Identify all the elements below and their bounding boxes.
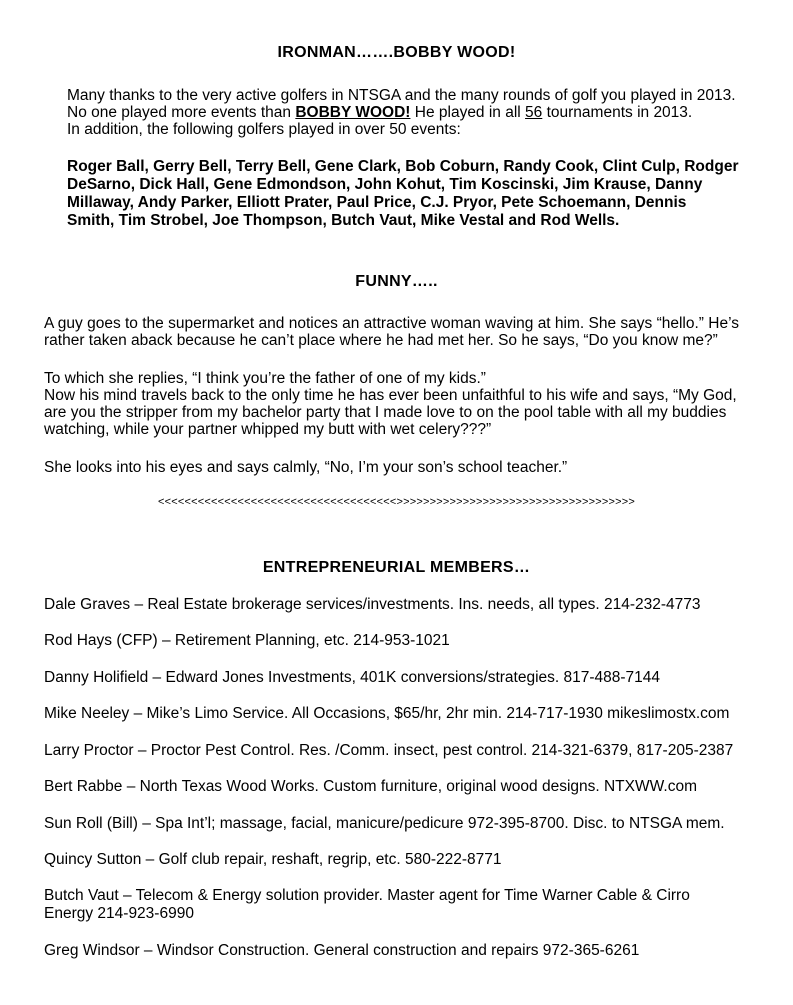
joke-line: To which she replies, “I think you’re the father of one of my kids.” xyxy=(44,370,486,387)
member-listing: Quincy Sutton – Golf club repair, reshaft, regrip, etc. 580-222-8771 xyxy=(44,851,502,868)
member-listing-continued: Energy 214-923-6990 xyxy=(44,905,194,922)
ironman-line-2-post: tournaments in 2013. xyxy=(542,104,693,121)
ironman-line-2 xyxy=(67,104,767,121)
ironman-intro xyxy=(67,87,767,138)
ironman-line-3: In addition, the following golfers played in over 50 events: xyxy=(67,121,461,138)
golfer-names-line-2: DeSarno, Dick Hall, Gene Edmondson, John Kohut, Tim Koscinski, Jim Krause, Danny xyxy=(67,176,703,193)
member-listing: Butch Vaut – Telecom & Energy solution provider. Master agent for Time Warner Cable & Cirro xyxy=(44,887,690,904)
entrepreneurial-heading: ENTREPRENEURIAL MEMBERS… xyxy=(262,559,531,576)
joke-line: A guy goes to the supermarket and notices an attractive woman waving at him. She says “hello.” He’s xyxy=(44,315,739,332)
golfer-names-line-4: Smith, Tim Strobel, Joe Thompson, Butch Vaut, Mike Vestal and Rod Wells. xyxy=(67,212,620,229)
bobby-wood-name: BOBBY WOOD! xyxy=(295,104,411,121)
ironman-heading: IRONMAN…….BOBBY WOOD! xyxy=(277,44,516,61)
tournament-count: 56 xyxy=(525,104,543,121)
golfer-names-line-3: Millaway, Andy Parker, Elliott Prater, Paul Price, C.J. Pryor, Pete Schoemann, Dennis xyxy=(67,194,687,211)
golfer-names xyxy=(67,158,777,230)
member-listing: Larry Proctor – Proctor Pest Control. Res. /Comm. insect, pest control. 214-321-6379, 817-205-2387 xyxy=(44,742,734,759)
joke-paragraph-2 xyxy=(44,370,784,438)
member-listing: Danny Holifield – Edward Jones Investments, 401K conversions/strategies. 817-488-7144 xyxy=(44,669,661,686)
golfer-names-line-1: Roger Ball, Gerry Bell, Terry Bell, Gene Clark, Bob Coburn, Randy Cook, Clint Culp, Rodger xyxy=(67,158,739,175)
joke-paragraph-1 xyxy=(44,315,784,349)
joke-line: Now his mind travels back to the only time he has ever been unfaithful to his wife and says, “My God, xyxy=(44,387,737,404)
joke-line: watching, while your partner whipped my butt with wet celery???” xyxy=(44,421,492,438)
member-listing: Mike Neeley – Mike’s Limo Service. All Occasions, $65/hr, 2hr min. 214-717-1930 mikeslimostx.com xyxy=(44,705,730,722)
member-listing: Bert Rabbe – North Texas Wood Works. Custom furniture, original wood designs. NTXWW.com xyxy=(44,778,697,795)
member-listing: Dale Graves – Real Estate brokerage services/investments. Ins. needs, all types. 214-232-4773 xyxy=(44,596,701,613)
ironman-line-2-pre: No one played more events than xyxy=(67,104,296,121)
ironman-line-1: Many thanks to the very active golfers in NTSGA and the many rounds of golf you played in 2013. xyxy=(67,87,736,104)
ironman-line-2-mid: He played in all xyxy=(410,104,526,121)
member-listing: Greg Windsor – Windsor Construction. General construction and repairs 972-365-6261 xyxy=(44,942,640,959)
member-listing: Sun Roll (Bill) – Spa Int’l; massage, facial, manicure/pedicure 972-395-8700. Disc. to NTSGA mem. xyxy=(44,815,725,832)
section-divider: <<<<<<<<<<<<<<<<<<<<<<<<<<<<<<<<<<<<>>>>>>>>>>>>>>>>>>>>>>>>>>>>>>>>>>>> xyxy=(158,496,635,508)
joke-line: are you the stripper from my bachelor party that I made love to on the pool table with all my buddies xyxy=(44,404,727,421)
member-listing: Rod Hays (CFP) – Retirement Planning, etc. 214-953-1021 xyxy=(44,632,450,649)
joke-punchline: She looks into his eyes and says calmly, “No, I’m your son’s school teacher.” xyxy=(44,459,568,476)
joke-line: rather taken aback because he can’t place where he had met her. So he says, “Do you know me?” xyxy=(44,332,718,349)
funny-heading: FUNNY….. xyxy=(355,273,438,290)
